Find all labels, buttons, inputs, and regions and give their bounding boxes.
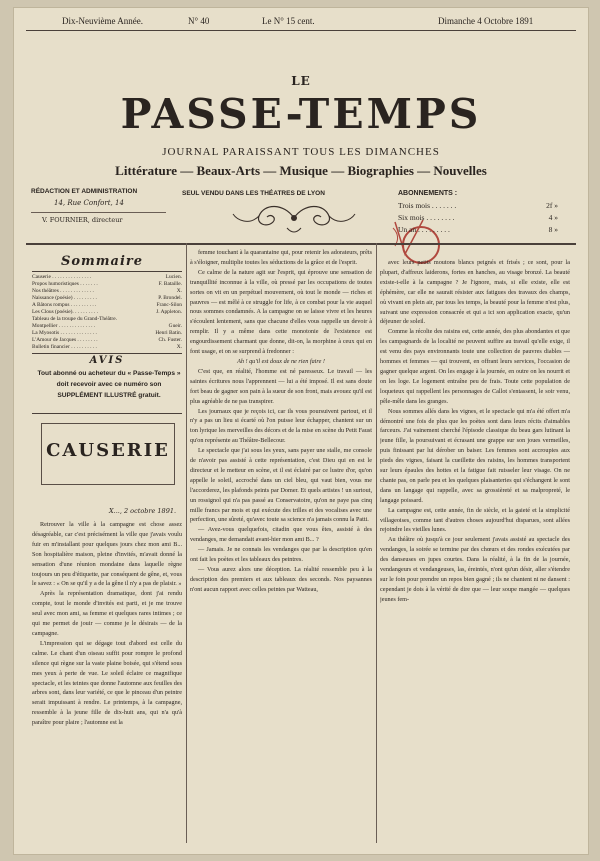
paragraph: — Vous aurez alors une déception. La réalité ressemble peu à la description des premiers et aux tableaux des seconds. Nos paysannes n'ont aucun rapport avec celles peintes par Watteau, [190,566,372,593]
paragraph: Ce calme de la nature agit sur l'esprit, qui éprouve une sensation de tranquillité inconnue à la ville, où pressé par les occupations de toutes sortes on vit en un perpétuel mouvement, où tout le monde — riches et pauvres — est mêlé à ce struggle for life, à ce combat pour la vie auquel nous sommes condamnés. A la campagne on se laisse vivre et les heures s'écoulent lentement, sans que chacune d'elles vous rappelle un devoir à remplir. Il y a même dans cette monotonie de l'existence est engourdissement charmant que donne, dit-on, la morphine à ceux qui en font usage, et on se surprend à fredonner : [190,268,372,356]
causerie-title: CAUSERIE [46,440,170,461]
toc-item: Montpellier . . . . . . . . . . . . . . Gueir. [32,323,182,329]
paragraph: avec leurs petits moutons blancs peignés et frisés ; ce sont, pour la plupart, d'affreux laiderons, fortes en hanches, au visage bronzé. La beauté existe-t-elle à la campagne ? Je l'ignore, mais, si elle existe, elle est éphémère, car elle ne saurait résister aux fatigues des travaux des champs, où vivant en plein air, par tous les temps, la beauté pour la femme n'est plus, suivant une expression consacrée et qui a ici son application exacte, qu'un déjeuner de soleil. [380,259,570,326]
toc-item: Nos théâtres . . . . . . . . . . . . . X. [32,288,182,294]
ornament-icon [229,198,359,238]
subscription-row: Six mois . . . . . . . . 4 » [398,213,558,222]
paragraph: L'impression qui se dégage tout d'abord est celle du calme. Le chant d'un oiseau suffit pour rompre le profond silence qui règne sur la vaste plaine boisée, qui s'étend sous mes yeux à perte de vue. Le soleil éclaire ce magnifique spectacle, et les teintes que donne l'automne aux feuilles des arbres sont, dans leur variété, ce que le pinceau d'un peintre serait impuissant à rendre. Le printemps, à la campagne, ressemble à la jeune fille de dix-huit ans, qui n'a qu'à paraître pour plaire ; l'automne est la [32,639,182,727]
paragraph: Le spectacle que j'ai sous les yeux, sans payer une stalle, me console de n'avoir pas assisté à cette représentation, c'est Dieu qui en est le directeur et le metteur en scène, et il est éclairé par ce lustre d'or, qu'on appelle le soleil, accroché dans un ciel bleu, qui vaut bien, vous me l'accorderez, les plafonds peints par Domer. Et quels artistes ! un surtout, un rossignol qui n'a pas passé au Conservatoire, qu'on ne paye pas cinq mille francs par mois et qui exécute des trilles et des vocalises avec une perfection, une sûreté, qu'avec toute sa science n'a jamais connu la Patti. [190,447,372,524]
toc-item: Les Clous (poésie). . . . . . . . . . J. Appleton. [32,309,182,315]
subscription-title: ABONNEMENTS : [398,190,458,197]
paragraph: femme touchant à la quarantaine qui, pour retenir les adorateurs, prêts à s'éloigner, multiplie toutes les séductions de la grâce et de l'esprit. [190,249,372,266]
sommaire-rule [32,271,182,272]
toc-item: Causerie . . . . . . . . . . . . . . . Lucien. [32,274,182,280]
subscription-row: Un an . . . . . . . . . 8 » [398,225,558,234]
sections-line: Littérature — Beaux-Arts — Musique — Biographies — Nouvelles [115,163,487,178]
article-column-1 [32,520,182,848]
paragraph: C'est que, en réalité, l'homme est né paresseux. Le travail — les saintes écritures nous l'apprennent — lui a été imposé. Il est sans doute fort beau de gagner son pain à la sueur de son front, mais avouez qu'il est plus agréable de ne pas transpirer. [190,367,372,405]
quote-line: Ah ! qu'il est doux de ne rien faire ! [237,357,325,365]
toc-item: La Myosotis . . . . . . . . . . . . . . Henri Batin. [32,330,182,336]
issue-number: N° 40 [188,16,210,26]
director-rule [31,212,166,213]
subscription-row: Trois mois . . . . . . . 2f » [398,201,558,210]
avis-rule [32,353,182,354]
sommaire-title: Sommaire [60,254,144,269]
header-rule [26,243,576,245]
director: V. FOURNIER, directeur [42,216,123,224]
column-rule [186,243,187,843]
paragraph: La campagne est, cette année, fin de siècle, et la gaieté et la simplicité villageoises, comme tant d'autres choses aujourd'hui disparues, sont allées rejoindre les vieilles lunes. [380,506,570,534]
paragraph: Nous sommes allés dans les vignes, et le spectacle qui m'a été offert m'a démontré une fois de plus que les poètes sont dans leurs récits d'aimables farceurs. J'ai vainement cherché l'épisode classique du beau gars lutinant la jeune fille, la poursuivant et écrasant une grappe sur son joues vermeilles, puis finissant par lui dérober un baiser. Les femmes sont accroupies aux pieds des vignes, faisant la cueillette des raisins, les hommes transportent sur leurs épaules des hottes et la fatigue fait ruisseler leur visage. On ne chante pas, on parle peu et les quelques plaisanteries qui s'échangent le sont dans un langage qui rappelle, avec sa grossièreté et sa malpropreté, le langage poissard. [380,407,570,504]
avis-title: AVIS [89,355,125,366]
toc-item: Bulletin financier . . . . . . . . . . X. [32,344,182,350]
newspaper-subtitle: JOURNAL PARAISSANT TOUS LES DIMANCHES [162,146,440,158]
issue-date: Dimanche 4 Octobre 1891 [438,16,534,26]
price-label: Le N° 15 cent. [262,16,315,26]
paragraph: Après la représentation dramatique, dont j'ai rendu compte, tout le monde d'invités est parti, et je me trouve seul avec mon ami, sa femme et quelques rares intimes ; ce qui me permet de jouir — comme je le désirais — de la campagne. [32,590,182,637]
year-label: Dix-Neuvième Année. [62,16,143,26]
paragraph: Comme la récolte des raisins est, cette année, des plus abondantes et que les campagnards de la localité ne peuvent suffire au travail qu'elle exige, il est venu des pays environnants toute une collection de pauvres diables — hommes et femmes — qui trouvent, en offrant leurs services, l'occasion de gagner quelque argent. On les engage à la journée, en outre on les nourrit et on les loge. Le logement entraîne peu de frais. Toute cette population de loqueteux qui rappellent les personnages de Callot s'entassent, le soir venu, pêle-mêle dans les granges. [380,328,570,405]
toc-item: Tableau de la troupe du Grand-Théâtre. [32,316,117,322]
title-le: LE [291,74,311,88]
paragraph: Retrouver la ville à la campagne est chose assez désagréable, car c'est précisément la ville que j'avais voulu fuir en m'installant pour quelques jours chez mon ami B... Son hospitalière maison, pleine d'invités, m'avait donné la sensation d'une réunion mondaine dans laquelle règne toujours un peu d'étiquette, par conséquent de gêne, et, vous le savez : « On se qu'il y a de la gêne il n'y a pas de plaisir. » [32,521,182,588]
paragraph: Au théâtre où jusqu'à ce jour seulement j'avais assisté au spectacle des vendanges, la soirée se termine par des chœurs et des rondes exécutées par des danseuses en jupes courtes. Dans la réalité, à la fin de la journée, vendangeurs et vendangeuses, las, éreintés, n'ont qu'un désir, aller s'étendre sur le foin pour prendre un repos bien gagné ; ils ne chantent ni ne dansent : cependant je dois à la vérité de dire que — leur soupe mangée — quelques jeunes fem- [380,536,570,603]
toc-item: A Bâtons rompus . . . . . . . . . . Franc-Silon [32,302,182,308]
address: 14, Rue Confort, 14 [54,199,124,207]
toc-item: L'Amour de Jacques . . . . . . . . Ch. Fuster. [32,337,182,343]
avis-text: Tout abonné ou acheteur du « Passe-Temps » doit recevoir avec ce numéro son SUPPLÉMENT ILLUSTRÉ gratuit. [37,370,181,399]
dateline: X..., 2 octobre 1891. [109,507,177,515]
redaction-label: RÉDACTION ET ADMINISTRATION [31,188,138,195]
paragraph: — Jamais. Je ne connais les vendanges que par la description qu'en ont fait les poètes et les tableaux des peintres. [190,546,372,564]
sold-notice: SEUL VENDU DANS LES THÉATRES DE LYON [182,190,325,197]
article-column-3 [380,258,570,848]
newspaper-title: PASSE-TEMPS [120,90,482,138]
toc-item: Propos humoristiques . . . . . . . F. Bataille. [32,281,182,287]
toc-item: Naissance (poésie) . . . . . . . . . P. Brondel. [32,295,182,301]
newspaper-page [14,8,588,854]
paragraph: Les journaux que je reçois ici, car ils vous poursuivent partout, et il n'y a pas un lieu si écarté où l'on puisse leur échapper, chantent sur un ton lyrique les merveilles des décors et de la mise en scène du Petit Faust qu'on représente au Théâtre-Bellecour. [190,407,372,445]
paragraph: — Avez-vous quelquefois, citadin que vous êtes, assisté à des vendanges, me demandait avant-hier mon ami B... ? [190,526,372,544]
masthead-top-bar [26,14,576,31]
article-column-2 [190,248,372,848]
avis-rule-bottom [32,413,182,414]
column-rule [376,243,377,843]
